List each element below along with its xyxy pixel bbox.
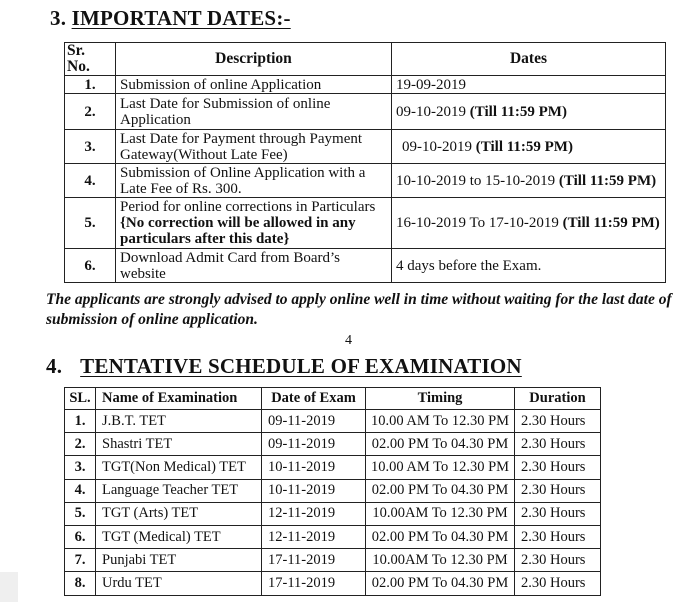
sr-no-cell: 3. — [65, 130, 116, 164]
scan-edge-shade — [0, 572, 18, 602]
header-timing: Timing — [366, 388, 515, 410]
exam-date-cell: 09-11-2019 — [262, 433, 366, 456]
duration-cell: 2.30 Hours — [515, 525, 601, 548]
header-sr-no: Sr. No. — [65, 43, 116, 76]
section-4-number: 4. — [46, 354, 63, 378]
timing-cell: 02.00 PM To 04.30 PM — [366, 479, 515, 502]
exam-name-cell: TGT (Arts) TET — [96, 502, 262, 525]
date-time-note: (Till 11:59 PM) — [469, 103, 567, 120]
exam-schedule-header-row — [65, 388, 601, 410]
exam-date-cell: 09-11-2019 — [262, 410, 366, 433]
exam-date-cell: 17-11-2019 — [262, 572, 366, 595]
table-row — [65, 76, 666, 94]
table-row — [65, 525, 601, 548]
date-cell — [392, 164, 666, 198]
table-row — [65, 130, 666, 164]
date-value: 09-10-2019 — [402, 138, 476, 155]
duration-cell: 2.30 Hours — [515, 479, 601, 502]
table-row — [65, 94, 666, 130]
page-number: 4 — [345, 333, 352, 348]
description-cell: Submission of online Application — [116, 76, 392, 94]
description-text: Period for online corrections in Particulars — [120, 199, 376, 215]
description-cell — [116, 198, 392, 249]
date-cell — [392, 94, 666, 130]
duration-cell: 2.30 Hours — [515, 433, 601, 456]
timing-cell: 10.00 AM To 12.30 PM — [366, 456, 515, 479]
exam-name-cell: Punjabi TET — [96, 549, 262, 572]
duration-cell: 2.30 Hours — [515, 410, 601, 433]
duration-cell: 2.30 Hours — [515, 502, 601, 525]
header-dates: Dates — [392, 43, 666, 76]
date-value: 16-10-2019 To 17-10-2019 — [396, 215, 563, 231]
section-3-number: 3. — [50, 6, 67, 30]
header-date-of-exam: Date of Exam — [262, 388, 366, 410]
exam-name-cell: TGT(Non Medical) TET — [96, 456, 262, 479]
header-name-of-examination: Name of Examination — [96, 388, 262, 410]
table-row — [65, 410, 601, 433]
timing-cell: 02.00 PM To 04.30 PM — [366, 525, 515, 548]
description-cell: Last Date for Payment through Payment Gateway(Without Late Fee) — [116, 130, 392, 164]
exam-date-cell: 17-11-2019 — [262, 549, 366, 572]
exam-schedule-table — [64, 387, 601, 596]
header-sl: SL. — [65, 388, 96, 410]
timing-cell: 10.00AM To 12.30 PM — [366, 502, 515, 525]
important-dates-table — [64, 42, 666, 283]
duration-cell: 2.30 Hours — [515, 572, 601, 595]
date-time-note: (Till 11:59 PM) — [558, 172, 657, 189]
date-time-note: (Till 11:59 PM) — [562, 215, 660, 231]
header-description: Description — [116, 43, 392, 76]
table-row — [65, 164, 666, 198]
exam-date-cell: 10-11-2019 — [262, 456, 366, 479]
description-cell: Last Date for Submission of online Application — [116, 94, 392, 130]
sr-no-cell: 1. — [65, 76, 116, 94]
table-row — [65, 479, 601, 502]
section-3-title: IMPORTANT DATES:- — [71, 6, 291, 30]
date-cell — [392, 249, 666, 283]
exam-date-cell: 12-11-2019 — [262, 525, 366, 548]
exam-date-cell: 12-11-2019 — [262, 502, 366, 525]
sl-cell: 1. — [65, 410, 96, 433]
timing-cell: 02.00 PM To 04.30 PM — [366, 572, 515, 595]
table-row — [65, 549, 601, 572]
duration-cell: 2.30 Hours — [515, 549, 601, 572]
date-cell — [392, 130, 666, 164]
sr-no-cell: 6. — [65, 249, 116, 283]
section-3-heading — [50, 6, 291, 31]
duration-cell: 2.30 Hours — [515, 456, 601, 479]
exam-name-cell: Urdu TET — [96, 572, 262, 595]
section-4-title: TENTATIVE SCHEDULE OF EXAMINATION — [80, 354, 522, 378]
timing-cell: 10.00 AM To 12.30 PM — [366, 410, 515, 433]
date-value: 4 days before the Exam. — [396, 257, 542, 274]
exam-name-cell: TGT (Medical) TET — [96, 525, 262, 548]
table-row — [65, 572, 601, 595]
sl-cell: 3. — [65, 456, 96, 479]
date-value: 19-09-2019 — [396, 76, 466, 93]
date-cell — [392, 76, 666, 94]
header-duration: Duration — [515, 388, 601, 410]
sr-no-cell: 2. — [65, 94, 116, 130]
date-cell — [392, 198, 666, 249]
advisory-note: The applicants are strongly advised to apply online well in time without waiting for the last date of submission of online application. — [46, 291, 672, 328]
timing-cell: 02.00 PM To 04.30 PM — [366, 433, 515, 456]
exam-date-cell: 10-11-2019 — [262, 479, 366, 502]
date-value: 10-10-2019 to 15-10-2019 — [396, 172, 559, 189]
sl-cell: 2. — [65, 433, 96, 456]
date-value: 09-10-2019 — [396, 103, 470, 120]
correction-note: {No correction will be allowed in any particulars after this date} — [120, 215, 356, 247]
exam-name-cell: J.B.T. TET — [96, 410, 262, 433]
table-row — [65, 502, 601, 525]
exam-name-cell: Language Teacher TET — [96, 479, 262, 502]
timing-cell: 10.00AM To 12.30 PM — [366, 549, 515, 572]
sl-cell: 6. — [65, 525, 96, 548]
table-row — [65, 198, 666, 249]
important-dates-header-row — [65, 43, 666, 76]
sl-cell: 8. — [65, 572, 96, 595]
section-4-heading — [46, 354, 522, 379]
description-cell: Submission of Online Application with a Late Fee of Rs. 300. — [116, 164, 392, 198]
sl-cell: 5. — [65, 502, 96, 525]
date-time-note: (Till 11:59 PM) — [475, 138, 573, 155]
sl-cell: 7. — [65, 549, 96, 572]
table-row — [65, 456, 601, 479]
table-row — [65, 249, 666, 283]
table-row — [65, 433, 601, 456]
description-cell: Download Admit Card from Board’s website — [116, 249, 392, 283]
sl-cell: 4. — [65, 479, 96, 502]
exam-name-cell: Shastri TET — [96, 433, 262, 456]
sr-no-cell: 5. — [65, 198, 116, 249]
sr-no-cell: 4. — [65, 164, 116, 198]
